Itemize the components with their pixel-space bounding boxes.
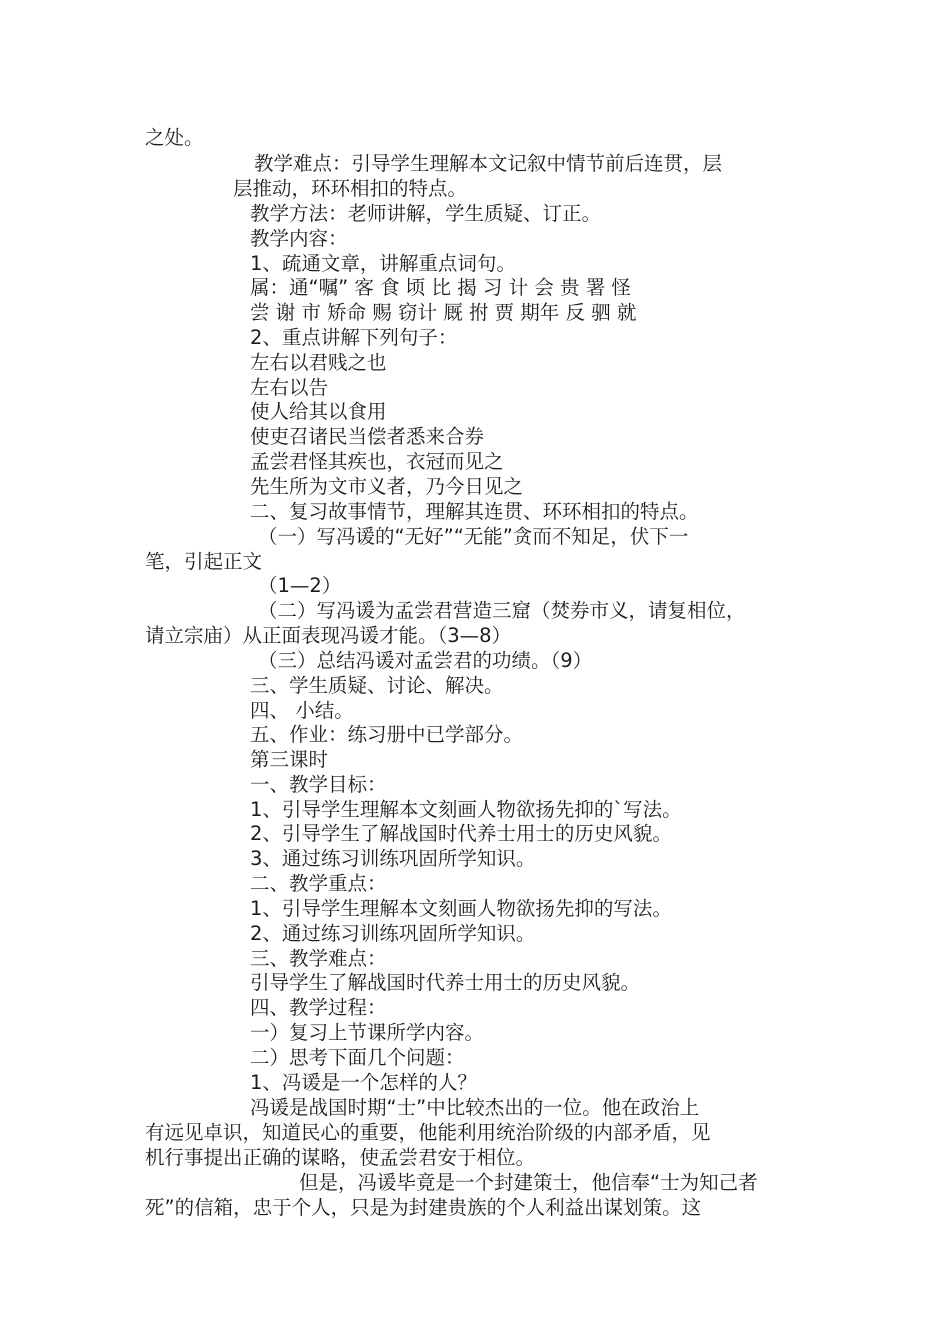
text-line: 1、疏通文章，讲解重点词句。 <box>250 252 516 275</box>
text-line: 2、重点讲解下列句子： <box>250 326 458 349</box>
text-line: 1、冯谖是一个怎样的人？ <box>250 1071 477 1094</box>
text-line: 先生所为文市义者，乃今日见之 <box>250 475 524 498</box>
text-line: 冯谖是战国时期“士”中比较杰出的一位。他在政治上 <box>250 1096 700 1119</box>
text-line: （三）总结冯谖对孟尝君的功绩。（9） <box>258 649 593 672</box>
text-line: 使吏召诸民当偿者悉来合券 <box>250 425 485 448</box>
text-line: 教学方法：老师讲解，学生质疑、订正。 <box>250 202 602 225</box>
text-line: 机行事提出正确的谋略，使孟尝君安于相位。 <box>145 1146 536 1169</box>
text-line: 3、通过练习训练巩固所学知识。 <box>250 847 536 870</box>
text-line: 属：通“嘱” 客 食 顷 比 揭 习 计 会 贵 署 怪 <box>250 276 631 299</box>
text-line: 教学内容： <box>250 227 348 250</box>
text-line: 二）思考下面几个问题： <box>250 1046 465 1069</box>
text-line: 之处。 <box>145 126 204 149</box>
text-line: 三、教学难点： <box>250 947 387 970</box>
text-line: 使人给其以食用 <box>250 400 387 423</box>
text-line: 三、学生质疑、讨论、解决。 <box>250 674 504 697</box>
text-line: 一）复习上节课所学内容。 <box>250 1021 485 1044</box>
text-line: 二、教学重点： <box>250 872 387 895</box>
text-line: 1、引导学生理解本文刻画人物欲扬先抑的写法。 <box>250 897 672 920</box>
text-line: 1、引导学生理解本文刻画人物欲扬先抑的`写法。 <box>250 798 682 821</box>
text-line: 2、通过练习训练巩固所学知识。 <box>250 922 536 945</box>
text-line: 笔，引起正文 <box>145 550 263 573</box>
text-line: 孟尝君怪其疾也，衣冠而见之 <box>250 450 504 473</box>
text-line: 左右以告 <box>250 376 329 399</box>
text-line: 请立宗庙）从正面表现冯谖才能。（3—8） <box>145 624 512 647</box>
text-line: 死”的信箱，忠于个人，只是为封建贵族的个人利益出谋划策。这 <box>145 1196 702 1219</box>
text-line: （1—2） <box>258 574 342 597</box>
text-line: 一、教学目标： <box>250 773 387 796</box>
text-line: 有远见卓识，知道民心的重要，他能利用统治阶级的内部矛盾，见 <box>145 1121 711 1144</box>
text-line: 尝 谢 市 矫命 赐 窃计 厩 拊 贾 期年 反 驷 就 <box>250 301 637 324</box>
text-line: 四、 小结。 <box>250 699 354 722</box>
text-line: 引导学生了解战国时代养士用士的历史风貌。 <box>250 971 641 994</box>
text-line: 层推动，环环相扣的特点。 <box>233 177 468 200</box>
text-line: 第三课时 <box>250 748 329 771</box>
text-line: 教学难点：引导学生理解本文记叙中情节前后连贯，层 <box>254 152 723 175</box>
text-line: 四、教学过程： <box>250 996 387 1019</box>
text-line: 左右以君贱之也 <box>250 351 387 374</box>
text-line: 二、复习故事情节，理解其连贯、环环相扣的特点。 <box>250 500 699 523</box>
text-line: 但是，冯谖毕竟是一个封建策士，他信奉“士为知己者 <box>299 1171 758 1194</box>
text-line: 五、作业：练习册中已学部分。 <box>250 723 524 746</box>
text-line: 2、引导学生了解战国时代养士用士的历史风貌。 <box>250 822 672 845</box>
text-line: （二）写冯谖为孟尝君营造三窟（焚券市义，请复相位， <box>258 599 746 622</box>
text-line: （一）写冯谖的“无好”“无能”贪而不知足，伏下一 <box>258 525 689 548</box>
